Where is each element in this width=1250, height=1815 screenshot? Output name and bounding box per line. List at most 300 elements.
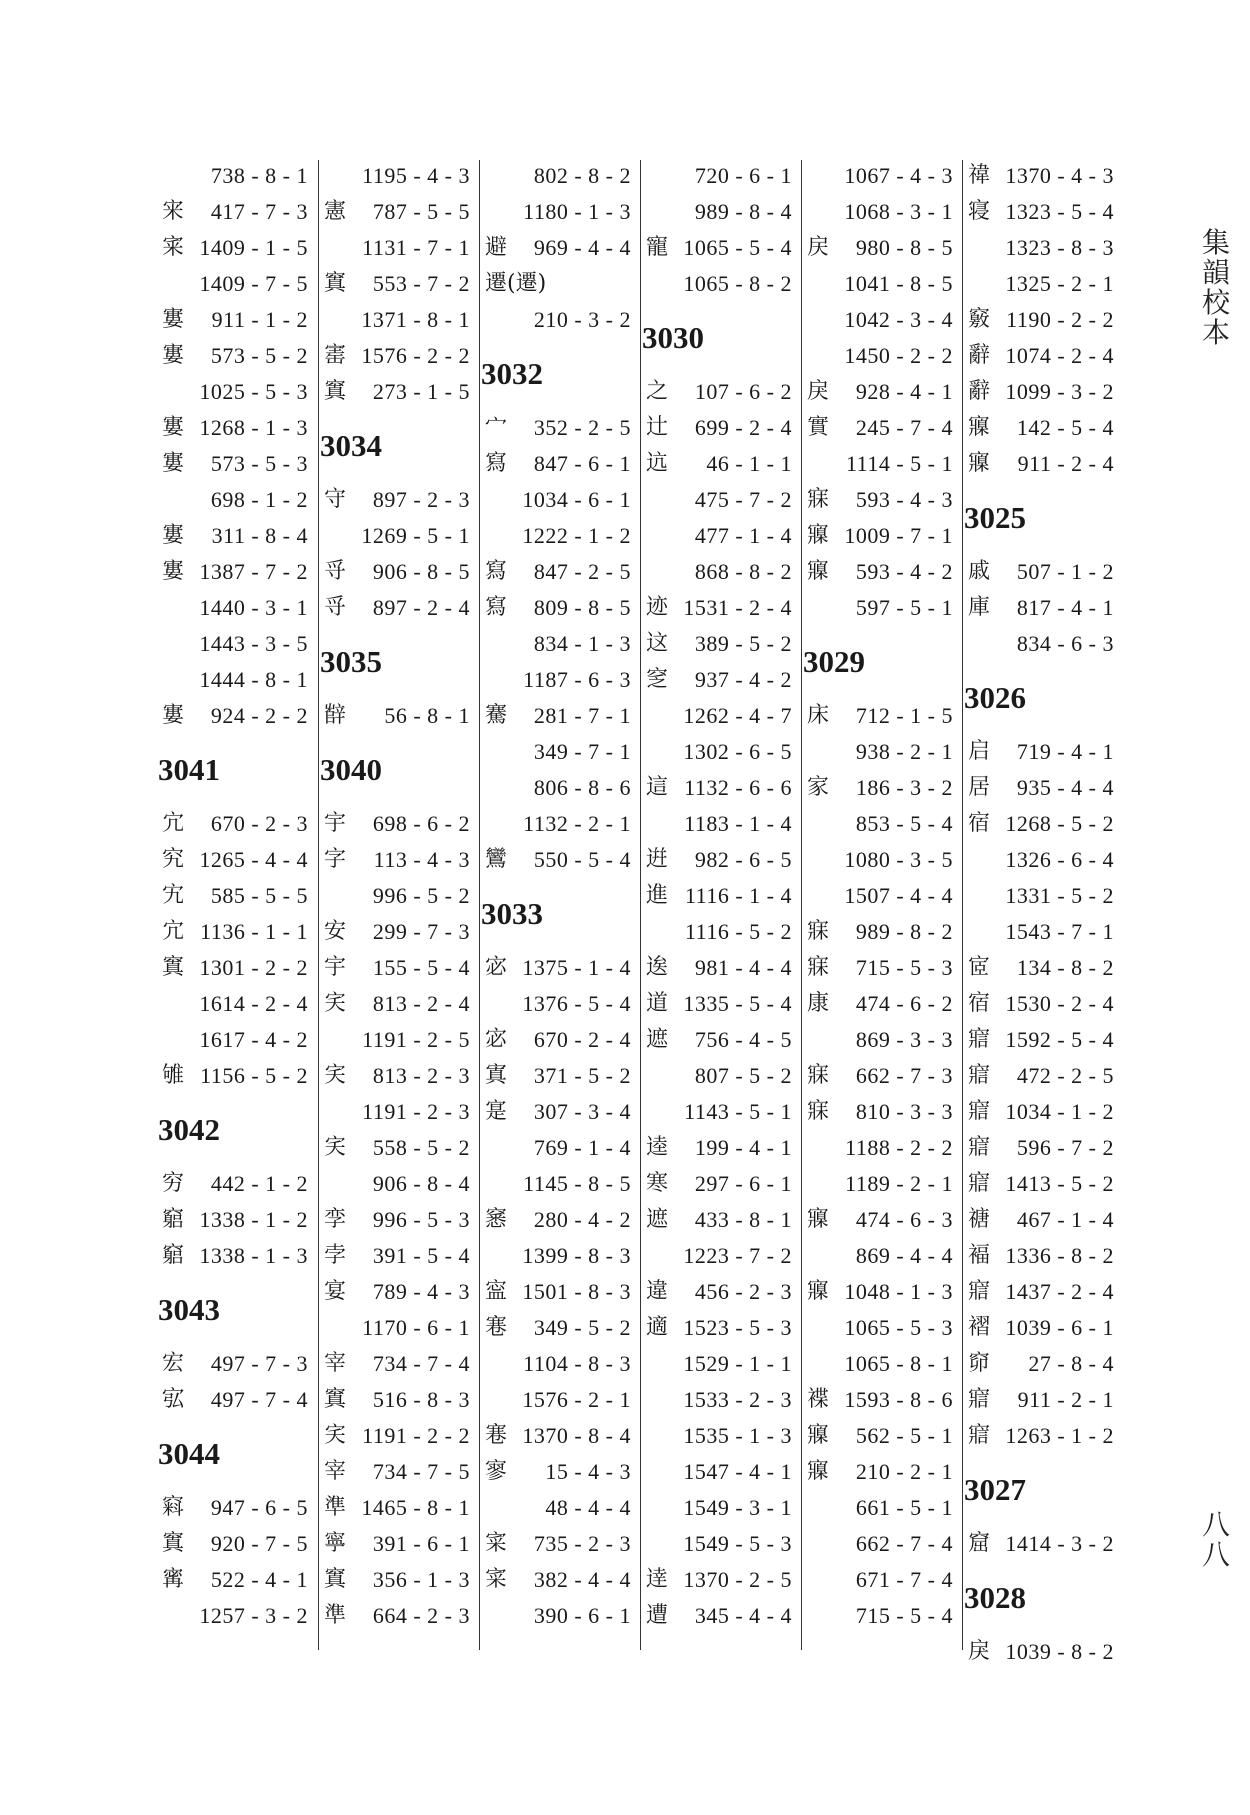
page-reference: 1443 - 3 - 5: [199, 631, 308, 656]
page-reference: 719 - 4 - 1: [1016, 739, 1114, 764]
index-entry: [644, 374, 794, 410]
index-entry: [966, 1274, 1116, 1310]
page-reference: 1501 - 8 - 3: [522, 1279, 631, 1304]
index-entry: [160, 590, 310, 626]
column-divider: [479, 160, 480, 1650]
headword-character: 宎: [324, 1423, 347, 1448]
page-reference: 349 - 5 - 2: [533, 1315, 631, 1340]
index-entry: [644, 986, 794, 1022]
page-reference: 1465 - 8 - 1: [361, 1495, 470, 1520]
page-reference: 1549 - 3 - 1: [683, 1495, 792, 1520]
page-reference: 897 - 2 - 4: [372, 595, 470, 620]
index-entry: [644, 230, 794, 266]
index-entry: [805, 1094, 955, 1130]
index-entry: [160, 1238, 310, 1274]
headword-character: 進: [646, 883, 669, 908]
index-entry: [322, 1454, 472, 1490]
page-reference: 497 - 7 - 4: [210, 1387, 308, 1412]
index-entry: [644, 914, 794, 950]
headword-character: 宇: [324, 955, 347, 980]
index-entry: [483, 1418, 633, 1454]
page-reference: 1265 - 4 - 4: [199, 847, 308, 872]
index-entry: [322, 230, 472, 266]
headword-character: 寗: [162, 1567, 185, 1592]
page-reference: 787 - 5 - 5: [372, 199, 470, 224]
page-reference: 1116 - 1 - 4: [684, 883, 792, 908]
headword-character: 準: [324, 1495, 347, 1520]
page-reference: 1450 - 2 - 2: [844, 343, 953, 368]
index-entry: [805, 1274, 955, 1310]
page-reference: 982 - 6 - 5: [694, 847, 792, 872]
page-reference: 947 - 6 - 5: [210, 1495, 308, 1520]
page-reference: 1336 - 8 - 2: [1005, 1243, 1114, 1268]
page-reference: 712 - 1 - 5: [855, 703, 953, 728]
index-entry: [805, 1022, 955, 1058]
page-reference: 1114 - 5 - 1: [845, 451, 953, 476]
page-reference: 813 - 2 - 3: [372, 1063, 470, 1088]
page-reference: 48 - 4 - 4: [545, 1495, 631, 1520]
page-reference: 715 - 5 - 4: [855, 1603, 953, 1628]
headword-character: 寠: [162, 343, 185, 368]
page-reference: 382 - 4 - 4: [533, 1567, 631, 1592]
page-reference: 199 - 4 - 1: [694, 1135, 792, 1160]
headword-character: 窲: [162, 1495, 185, 1520]
headword-character: 孛: [324, 1243, 347, 1268]
page-reference: 356 - 1 - 3: [372, 1567, 470, 1592]
index-entry: [322, 1094, 472, 1130]
index-entry: [966, 1526, 1116, 1562]
index-entry: [322, 158, 472, 194]
page-reference: 15 - 4 - 3: [545, 1459, 631, 1484]
headword-character: 辥: [324, 703, 347, 728]
page-reference: 1180 - 1 - 3: [523, 199, 631, 224]
page-reference: 1039 - 6 - 1: [1005, 1315, 1114, 1340]
index-entry: [160, 1526, 310, 1562]
headword-character: 道: [646, 991, 669, 1016]
index-entry: [322, 806, 472, 842]
column-divider: [962, 160, 963, 1650]
section-number: 3030: [642, 320, 704, 355]
page-reference: 593 - 4 - 3: [855, 487, 953, 512]
index-entry: [483, 1526, 633, 1562]
page-reference: 906 - 8 - 4: [372, 1171, 470, 1196]
headword-character: 窌: [968, 1351, 991, 1376]
page-reference: 699 - 2 - 4: [694, 415, 792, 440]
index-entry: [805, 1418, 955, 1454]
headword-character: 寱: [807, 559, 830, 584]
page-reference: 1034 - 6 - 1: [522, 487, 631, 512]
page-reference: 853 - 5 - 4: [855, 811, 953, 836]
headword-character: 宷: [162, 235, 185, 260]
section-heading: [483, 338, 633, 410]
page-reference: 734 - 7 - 5: [372, 1459, 470, 1484]
page-reference: 1387 - 7 - 2: [199, 559, 308, 584]
index-entry: [483, 1490, 633, 1526]
page-reference: 989 - 8 - 4: [694, 199, 792, 224]
section-number: 3041: [158, 752, 220, 787]
page-reference: 738 - 8 - 1: [210, 163, 308, 188]
page-reference: 810 - 3 - 3: [855, 1099, 953, 1124]
index-entry: [644, 266, 794, 302]
index-entry: [644, 626, 794, 662]
index-entry: [644, 194, 794, 230]
page-reference: 715 - 5 - 3: [855, 955, 953, 980]
page-reference: 1530 - 2 - 4: [1005, 991, 1114, 1016]
page-reference: 806 - 8 - 6: [533, 775, 631, 800]
headword-character: 窴: [324, 1387, 347, 1412]
headword-character: 窴: [324, 1567, 347, 1592]
section-heading: [160, 1274, 310, 1346]
index-entry: [644, 410, 794, 446]
index-entry: [644, 1022, 794, 1058]
headword-character: 宇: [324, 811, 347, 836]
index-entry: [966, 770, 1116, 806]
page-reference: 1187 - 6 - 3: [523, 667, 631, 692]
page-reference: 935 - 4 - 4: [1016, 775, 1114, 800]
headword-character: 窟: [968, 1531, 991, 1556]
headword-character: 實: [807, 415, 830, 440]
page-reference: 1262 - 4 - 7: [683, 703, 792, 728]
index-entry: [966, 1238, 1116, 1274]
section-number: 3028: [964, 1580, 1026, 1615]
headword-character: 鸞: [485, 847, 508, 872]
headword-character: 寐: [807, 1099, 830, 1124]
index-entry: [966, 914, 1116, 950]
index-entry: [644, 1094, 794, 1130]
headword-character: 寠: [162, 415, 185, 440]
index-entry: [805, 1490, 955, 1526]
headword-character: 宴: [324, 1279, 347, 1304]
headword-character: 寣: [968, 1423, 991, 1448]
page-reference: 186 - 3 - 2: [855, 775, 953, 800]
section-number: 3040: [320, 752, 382, 787]
section-heading: [322, 734, 472, 806]
page-reference: 1409 - 1 - 5: [199, 235, 308, 260]
headword-character: 寠: [162, 523, 185, 548]
section-number: 3032: [481, 356, 543, 391]
index-entry: [322, 1202, 472, 1238]
headword-character: 宏: [162, 1351, 185, 1376]
page-reference: 1399 - 8 - 3: [522, 1243, 631, 1268]
page-reference: 1576 - 2 - 1: [522, 1387, 631, 1412]
index-entry: [805, 446, 955, 482]
index-entry: [966, 1418, 1116, 1454]
headword-character: 寱: [807, 1459, 830, 1484]
index-entry: [160, 1490, 310, 1526]
page-reference: 1190 - 2 - 2: [1006, 307, 1114, 332]
index-entry: [966, 1202, 1116, 1238]
page-reference: 834 - 6 - 3: [1016, 631, 1114, 656]
headword-character: 孪: [324, 1207, 347, 1232]
headword-character: 宓: [485, 1027, 508, 1052]
page-reference: 1269 - 5 - 1: [361, 523, 470, 548]
headword-character: 康: [807, 991, 830, 1016]
page-reference: 662 - 7 - 3: [855, 1063, 953, 1088]
headword-character: 宎: [324, 1063, 347, 1088]
page-reference: 1131 - 7 - 1: [362, 235, 470, 260]
headword-character: 辻: [646, 415, 669, 440]
index-entry: [644, 698, 794, 734]
page-reference: 349 - 7 - 1: [533, 739, 631, 764]
index-entry: [483, 1346, 633, 1382]
page-reference: 813 - 2 - 4: [372, 991, 470, 1016]
index-entry: [966, 1346, 1116, 1382]
index-entry: [644, 1418, 794, 1454]
headword-character: 寣: [968, 1135, 991, 1160]
page-reference: 46 - 1 - 1: [706, 451, 792, 476]
index-entry: [805, 770, 955, 806]
page-number: 八 八: [1201, 1508, 1230, 1571]
page-reference: 662 - 7 - 4: [855, 1531, 953, 1556]
index-entry: [483, 770, 633, 806]
page-reference: 134 - 8 - 2: [1016, 955, 1114, 980]
index-entry: [805, 338, 955, 374]
page-reference: 671 - 7 - 4: [855, 1567, 953, 1592]
page-reference: 553 - 7 - 2: [372, 271, 470, 296]
index-entry: [322, 842, 472, 878]
headword-character: 窴: [324, 271, 347, 296]
page-reference: 597 - 5 - 1: [855, 595, 953, 620]
headword-character: 宖: [162, 1387, 185, 1412]
section-number: 3033: [481, 896, 543, 931]
index-entry: [322, 878, 472, 914]
section-number: 3042: [158, 1112, 220, 1147]
page-reference: 1223 - 7 - 2: [683, 1243, 792, 1268]
index-column: [805, 158, 955, 1634]
headword-character: 寐: [807, 487, 830, 512]
index-entry: [644, 950, 794, 986]
index-entry: [483, 194, 633, 230]
headword-character: 宂: [162, 919, 185, 944]
page-reference: 210 - 3 - 2: [533, 307, 631, 332]
headword-character: 迒: [646, 451, 669, 476]
headword-character: 家: [807, 775, 830, 800]
index-entry: [805, 1382, 955, 1418]
index-entry: [322, 698, 472, 734]
index-entry: [483, 158, 633, 194]
page-reference: 1189 - 2 - 1: [845, 1171, 953, 1196]
index-entry: [322, 338, 472, 374]
page-reference: 1068 - 3 - 1: [844, 199, 953, 224]
index-entry: [966, 950, 1116, 986]
index-entry: [483, 1454, 633, 1490]
index-entry: [322, 1022, 472, 1058]
page-reference: 1335 - 5 - 4: [683, 991, 792, 1016]
page-reference: 698 - 6 - 2: [372, 811, 470, 836]
index-entry: [805, 1346, 955, 1382]
page-reference: 550 - 5 - 4: [533, 847, 631, 872]
page-reference: 1034 - 1 - 2: [1005, 1099, 1114, 1124]
index-entry: [805, 698, 955, 734]
headword-character: 逵: [646, 1135, 669, 1160]
index-entry: [483, 1562, 633, 1598]
page-reference: 980 - 8 - 5: [855, 235, 953, 260]
headword-character: 宀: [485, 415, 508, 440]
headword-character: 遮: [646, 1207, 669, 1232]
index-entry: [644, 446, 794, 482]
index-entry: [322, 374, 472, 410]
headword-character: 遮: [646, 1027, 669, 1052]
page-reference: 1025 - 5 - 3: [199, 379, 308, 404]
index-column: [160, 158, 310, 1634]
index-entry: [644, 842, 794, 878]
index-entry: [322, 986, 472, 1022]
headword-character: 寣: [968, 1027, 991, 1052]
headword-character: 寔: [485, 1099, 508, 1124]
index-entry: [483, 482, 633, 518]
index-entry: [805, 1130, 955, 1166]
index-entry: [483, 230, 633, 266]
headword-character: 戻: [807, 235, 830, 260]
headword-character: 寠: [162, 451, 185, 476]
index-entry: [160, 1598, 310, 1634]
index-entry: [966, 338, 1116, 374]
index-entry: [644, 554, 794, 590]
headword-character: 寐: [807, 919, 830, 944]
index-entry: [805, 158, 955, 194]
page-reference: 1614 - 2 - 4: [199, 991, 308, 1016]
index-entry: [644, 1382, 794, 1418]
headword-character: 寠: [162, 307, 185, 332]
index-entry: [966, 194, 1116, 230]
index-column: [322, 158, 472, 1634]
headword-character: 禕: [968, 163, 991, 188]
page-reference: 756 - 4 - 5: [694, 1027, 792, 1052]
index-entry: [160, 914, 310, 950]
section-heading: [966, 1562, 1116, 1634]
index-entry: [805, 1526, 955, 1562]
page-reference: 1338 - 1 - 3: [199, 1243, 308, 1268]
page-reference: 1543 - 7 - 1: [1005, 919, 1114, 944]
page-reference: 155 - 5 - 4: [372, 955, 470, 980]
index-entry: [483, 1094, 633, 1130]
index-entry: [160, 698, 310, 734]
page-reference: 558 - 5 - 2: [372, 1135, 470, 1160]
page-reference: 661 - 5 - 1: [855, 1495, 953, 1520]
page-reference: 1409 - 7 - 5: [199, 271, 308, 296]
index-entry: [966, 590, 1116, 626]
page-reference: 345 - 4 - 4: [694, 1603, 792, 1628]
page-reference: 573 - 5 - 3: [210, 451, 308, 476]
headword-character: 寠: [162, 703, 185, 728]
headword-character: 寣: [968, 1279, 991, 1304]
index-entry: [483, 734, 633, 770]
index-entry: [322, 1418, 472, 1454]
headword-character: 宰: [324, 1459, 347, 1484]
page-reference: 1132 - 6 - 6: [684, 775, 792, 800]
page-reference: 1533 - 2 - 3: [683, 1387, 792, 1412]
page-reference: 573 - 5 - 2: [210, 343, 308, 368]
headword-character: 褋: [807, 1387, 830, 1412]
section-heading: [322, 626, 472, 698]
page-reference: 1065 - 5 - 3: [844, 1315, 953, 1340]
index-entry: [322, 1490, 472, 1526]
index-entry: [805, 410, 955, 446]
index-entry: [644, 1454, 794, 1490]
index-entry: [805, 734, 955, 770]
headword-character: 寐: [807, 955, 830, 980]
index-entry: [160, 266, 310, 302]
index-entry: [644, 1562, 794, 1598]
index-entry: [805, 230, 955, 266]
headword-character: 迹: [646, 595, 669, 620]
page-reference: 720 - 6 - 1: [694, 163, 792, 188]
page-reference: 906 - 8 - 5: [372, 559, 470, 584]
page-reference: 1413 - 5 - 2: [1005, 1171, 1114, 1196]
index-entry: [805, 950, 955, 986]
page-reference: 937 - 4 - 2: [694, 667, 792, 692]
index-entry: [644, 770, 794, 806]
index-entry: [644, 1490, 794, 1526]
headword-character: 違: [646, 1279, 669, 1304]
page-reference: 1191 - 2 - 2: [362, 1423, 470, 1448]
headword-character: 究: [162, 847, 185, 872]
index-entry: [966, 1058, 1116, 1094]
page-reference: 1302 - 6 - 5: [683, 739, 792, 764]
headword-character: 逬: [646, 847, 669, 872]
page-reference: 1188 - 2 - 2: [845, 1135, 953, 1160]
page-reference: 911 - 2 - 4: [1017, 451, 1114, 476]
page-reference: 1145 - 8 - 5: [523, 1171, 631, 1196]
index-entry: [160, 986, 310, 1022]
index-entry: [322, 1274, 472, 1310]
page-reference: 809 - 8 - 5: [533, 595, 631, 620]
page-reference: 1547 - 4 - 1: [683, 1459, 792, 1484]
page-reference: 1191 - 2 - 5: [362, 1027, 470, 1052]
index-column: [483, 158, 633, 1634]
page-reference: 1074 - 2 - 4: [1005, 343, 1114, 368]
index-entry: [805, 554, 955, 590]
page-reference: 989 - 8 - 2: [855, 919, 953, 944]
index-entry: [966, 554, 1116, 590]
page-reference: 1065 - 8 - 2: [683, 271, 792, 296]
index-entry: [644, 734, 794, 770]
page-reference: 911 - 2 - 1: [1017, 1387, 1114, 1412]
headword-character: 寽: [324, 559, 347, 584]
page-reference: 210 - 2 - 1: [855, 1459, 953, 1484]
headword-character: 寣: [968, 1171, 991, 1196]
index-entry: [483, 1130, 633, 1166]
section-heading: [966, 482, 1116, 554]
headword-character: 宿: [968, 991, 991, 1016]
index-entry: [322, 950, 472, 986]
section-number: 3043: [158, 1292, 220, 1327]
section-number: 3035: [320, 644, 382, 679]
index-entry: [644, 1130, 794, 1166]
page-reference: 996 - 5 - 3: [372, 1207, 470, 1232]
index-entry: [644, 1598, 794, 1634]
index-entry: [322, 1058, 472, 1094]
page-reference: 769 - 1 - 4: [533, 1135, 631, 1160]
headword-character: 騫: [485, 703, 508, 728]
headword-character: 竅: [968, 307, 991, 332]
headword-character: 床: [807, 703, 830, 728]
index-entry: [160, 878, 310, 914]
index-entry: [644, 806, 794, 842]
index-entry: [160, 842, 310, 878]
index-entry: [160, 374, 310, 410]
headword-character: 字: [324, 847, 347, 872]
page-reference: 670 - 2 - 3: [210, 811, 308, 836]
page-reference: 868 - 8 - 2: [694, 559, 792, 584]
headword-character: 這: [646, 775, 669, 800]
index-entry: [966, 266, 1116, 302]
page-reference: 596 - 7 - 2: [1016, 1135, 1114, 1160]
page-reference: 433 - 8 - 1: [694, 1207, 792, 1232]
section-heading: [160, 734, 310, 806]
page-reference: 297 - 6 - 1: [694, 1171, 792, 1196]
index-entry: [644, 878, 794, 914]
